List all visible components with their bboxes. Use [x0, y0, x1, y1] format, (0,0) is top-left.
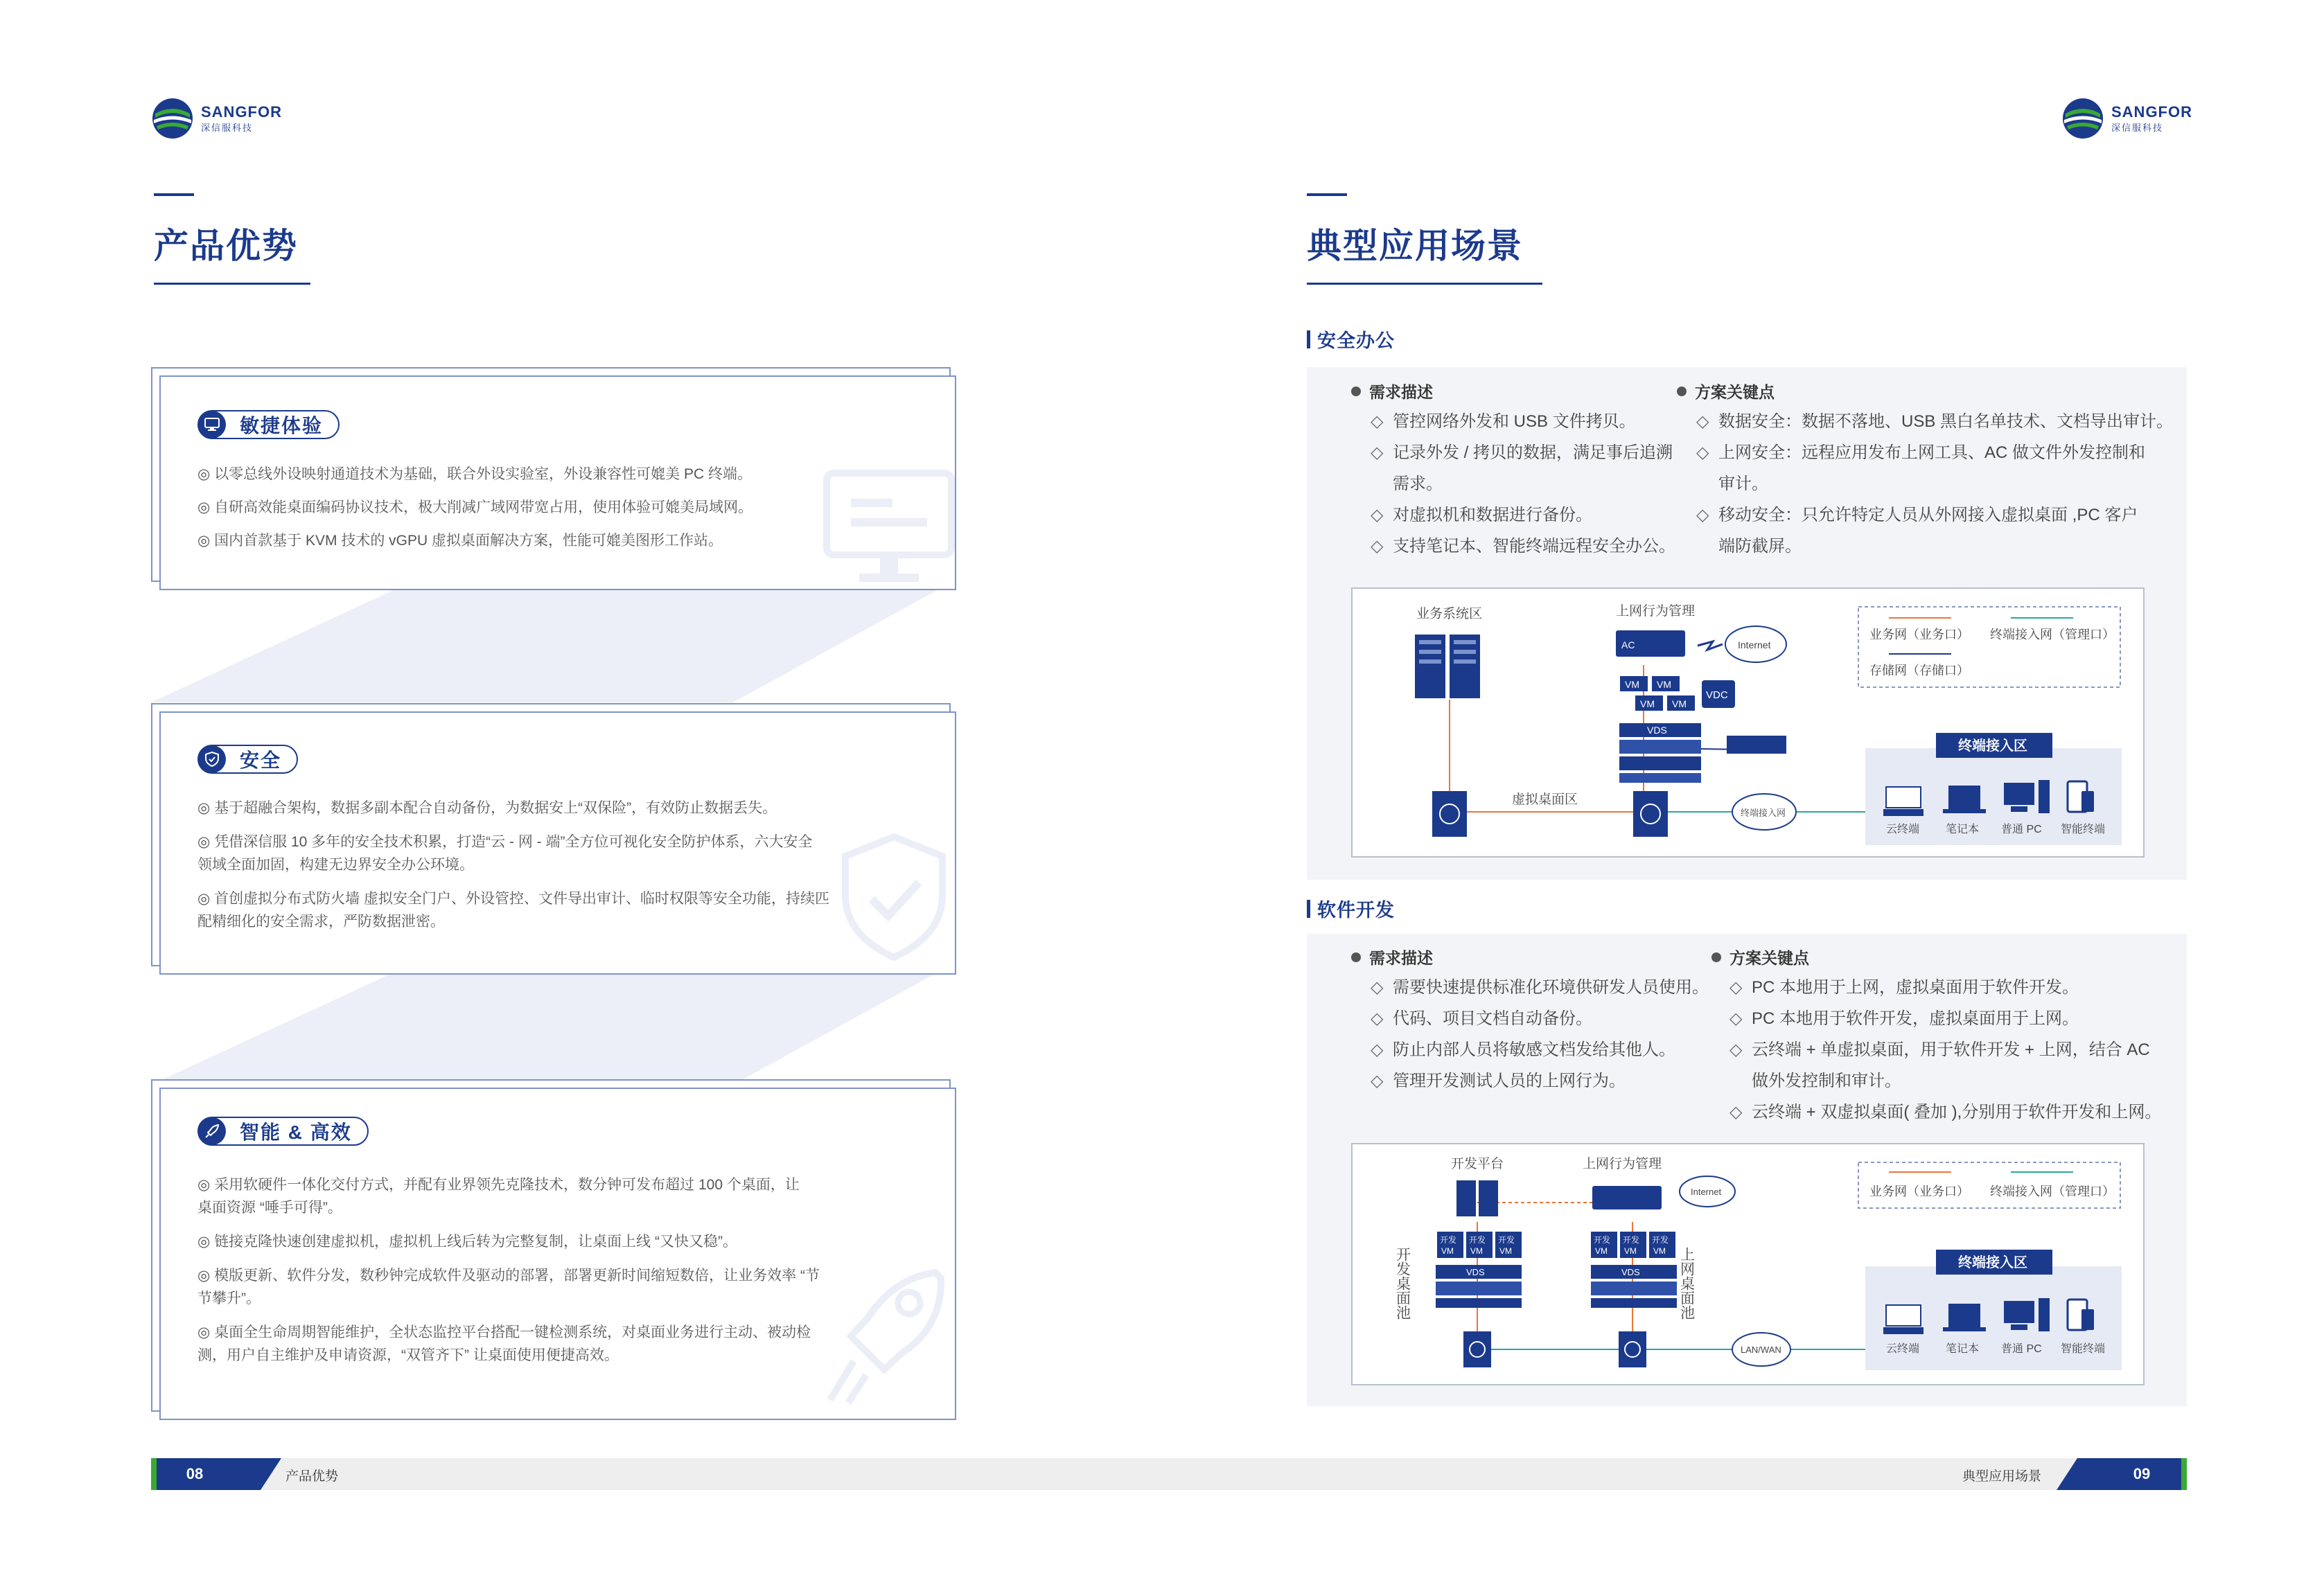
- internet-label-dev: Internet: [1691, 1187, 1722, 1197]
- diagonal-band-2: [151, 963, 955, 1088]
- need-office-2: ◇ 记录外发 / 拷贝的数据，满足事后追溯: [1371, 443, 1673, 462]
- brand-subtitle: 深信服科技: [201, 123, 254, 133]
- legend-storage: 存储网（存储口）: [1869, 664, 1969, 677]
- need-office-1: ◇ 管控网络外发和 USB 文件拷贝。: [1371, 412, 1636, 431]
- terminal-pc-label-dev: 普通 PC: [2001, 1343, 2042, 1355]
- card-label-security: 安全: [240, 750, 282, 771]
- server-rack-icon: [1456, 1180, 1498, 1216]
- switch-icon: [1463, 1331, 1491, 1367]
- terminal-cloud-label-dev: 云终端: [1886, 1343, 1920, 1355]
- sangfor-logo-icon: [2061, 97, 2104, 140]
- need-heading-dev: 需求描述: [1351, 946, 1433, 968]
- card-smart-bullet-6: ◎ 桌面全生命周期智能维护，全状态监控平台搭配一键检测系统，对桌面业务进行主动、被动检: [197, 1324, 811, 1340]
- svg-text:VDS: VDS: [1466, 1267, 1485, 1277]
- card-agile-bullet-2: ◎ 自研高效能桌面编码协议技术，极大削减广域网带宽占用，使用体验可媲美局域网。: [197, 499, 753, 515]
- legend-business-dev: 业务网（业务口）: [1869, 1185, 1969, 1198]
- terminal-smart-label: 智能终端: [2061, 824, 2106, 835]
- shield-watermark-icon: [838, 831, 949, 963]
- cloud-terminal-icon: [1883, 1305, 1924, 1334]
- rocket-icon: [198, 1117, 226, 1145]
- sangfor-logo-left: [151, 97, 282, 140]
- svg-text:VM: VM: [1625, 679, 1639, 690]
- svg-text:VM: VM: [1640, 698, 1655, 709]
- card-security-bullet-4: ◎ 首创虚拟分布式防火墙 虚拟安全门户、外设管控、文件导出审计、临时权限等安全功能，持续匹: [197, 891, 829, 907]
- card-smart-bullet-5: 节攀升”。: [197, 1291, 261, 1306]
- key-office-1: ◇ 数据安全：数据不落地、USB 黑白名单技术、文档导出审计。: [1696, 412, 2174, 431]
- svg-text:VM: VM: [1624, 1246, 1637, 1256]
- vdc-label: VDC: [1706, 689, 1728, 701]
- card-smart-bullet-4: ◎ 模版更新、软件分发，数秒钟完成软件及驱动的部署，部署更新时间缩短数倍，让业务效率 “节: [197, 1268, 820, 1284]
- title-rule-bottom-left: [154, 283, 310, 285]
- footer-green-tab-right: [2181, 1458, 2187, 1490]
- shield-icon: [198, 745, 226, 773]
- card-smart-bullet-2: 桌面资源 “唾手可得”。: [197, 1200, 342, 1216]
- svg-text:VDS: VDS: [1621, 1267, 1640, 1277]
- net-pool-label: 上网桌面池: [1678, 1247, 1695, 1320]
- footer-label-right: 典型应用场景: [1962, 1469, 2042, 1484]
- card-smart-bullet-7: 测，用户自主维护及申请资源，“双管齐下” 让桌面使用便捷高效。: [197, 1347, 619, 1363]
- svg-text:VM: VM: [1441, 1246, 1454, 1256]
- zone-behavior-label: 上网行为管理: [1616, 604, 1696, 619]
- internet-cloud-icon: [1725, 626, 1786, 662]
- card-agile-bullet-1: ◎ 以零总线外设映射通道技术为基础，联合外设实验室，外设兼容性可媲美 PC 终端。: [197, 466, 752, 482]
- key-dev-5: ◇ 云终端 + 双虚拟桌面( 叠加 ),分别用于软件开发和上网。: [1729, 1103, 2162, 1121]
- lan-wan-label: LAN/WAN: [1741, 1345, 1781, 1355]
- need-dev-2: ◇ 代码、项目文档自动备份。: [1371, 1009, 1592, 1028]
- switch-icon: [1619, 1331, 1646, 1367]
- svg-text:开发: 开发: [1652, 1235, 1669, 1245]
- dev-vm-group-left: [1437, 1232, 1522, 1258]
- label-pill-agile: [197, 410, 340, 439]
- svg-text:AC: AC: [1621, 639, 1635, 650]
- label-pill-security: [197, 745, 298, 774]
- switch-icon: [1432, 791, 1467, 837]
- topology-diagram-dev: [1351, 1143, 2145, 1385]
- footer-label-left: 产品优势: [285, 1469, 339, 1484]
- laptop-icon: [1943, 786, 1986, 813]
- terminal-smart-label-dev: 智能终端: [2061, 1343, 2106, 1355]
- need-heading-office: 需求描述: [1351, 380, 1433, 402]
- rocket-watermark-icon: [818, 1264, 949, 1410]
- laptop-icon: [1943, 1304, 1986, 1331]
- card-security-bullet-2: ◎ 凭借深信服 10 多年的安全技术积累，打造“云 - 网 - 端”全方位可视化安全防护体系，六大安全: [197, 834, 813, 850]
- page-title-left: 产品优势: [154, 227, 298, 265]
- internet-cloud-icon: [1680, 1176, 1735, 1207]
- terminal-pc-label: 普通 PC: [2001, 824, 2042, 835]
- internet-label: Internet: [1738, 639, 1771, 650]
- scenario-name-office: 安全办公: [1317, 330, 1395, 351]
- terminal-zone-label: 终端接入区: [1958, 738, 2027, 754]
- scenario-heading-office: [1307, 326, 1395, 353]
- ac-appliance-icon: [1592, 1186, 1662, 1209]
- key-office-4: ◇ 移动安全：只允许特定人员从外网接入虚拟桌面 ,PC 客户: [1696, 506, 2138, 524]
- svg-text:开发: 开发: [1594, 1235, 1611, 1245]
- card-security-bullet-5: 配精细化的安全需求，严防数据泄密。: [197, 914, 445, 930]
- terminal-cloud-label: 云终端: [1886, 824, 1920, 835]
- terminal-network-cloud-icon: [1732, 794, 1796, 830]
- terminal-laptop-label-dev: 笔记本: [1946, 1343, 1980, 1355]
- page-number-right: 09: [2133, 1465, 2151, 1482]
- legend-business: 业务网（业务口）: [1869, 628, 1969, 641]
- need-office-4: ◇ 对虚拟机和数据进行备份。: [1371, 506, 1592, 524]
- key-dev-2: ◇ PC 本地用于软件开发，虚拟桌面用于上网。: [1729, 1009, 2079, 1028]
- page-number-left: 08: [186, 1465, 204, 1482]
- sangfor-logo-icon: [151, 97, 194, 140]
- zone-behavior-label-dev: 上网行为管理: [1583, 1157, 1662, 1171]
- diagonal-band-1: [151, 580, 955, 705]
- card-security-bullet-3: 领域全面加固，构建无边界安全办公环境。: [197, 857, 474, 873]
- terminal-access-label: 终端接入网: [1741, 808, 1786, 818]
- svg-text:VM: VM: [1657, 679, 1671, 690]
- server-rack-icon: [1415, 635, 1480, 698]
- storage-appliance-icon: [1727, 736, 1786, 754]
- label-pill-smart: [197, 1117, 369, 1146]
- vds-server-stack-icon: [1619, 723, 1701, 783]
- card-agile-bullet-3: ◎ 国内首款基于 KVM 技术的 vGPU 虚拟桌面解决方案，性能可媲美图形工作站。: [197, 533, 723, 549]
- terminal-zone-label-dev: 终端接入区: [1958, 1255, 2027, 1270]
- scenario-name-dev: 软件开发: [1317, 900, 1395, 921]
- monitor-icon: [198, 411, 226, 438]
- svg-text:开发: 开发: [1498, 1235, 1515, 1245]
- cloud-terminal-icon: [1883, 787, 1924, 816]
- legend-terminal: 终端接入网（管理口）: [1990, 628, 2115, 641]
- svg-text:VM: VM: [1595, 1246, 1608, 1256]
- card-security-bullet-1: ◎ 基于超融合架构，数据多副本配合自动备份，为数据安上“双保险”，有效防止数据丢失。: [197, 800, 777, 816]
- svg-text:开发: 开发: [1440, 1235, 1457, 1245]
- key-heading-dev: 方案关键点: [1711, 946, 1809, 968]
- svg-text:开发: 开发: [1469, 1235, 1486, 1245]
- zone-vdesk-label: 虚拟桌面区: [1512, 792, 1578, 807]
- svg-text:VM: VM: [1499, 1246, 1512, 1256]
- page-title-right: 典型应用场景: [1307, 227, 1523, 265]
- key-office-5: 端防截屏。: [1718, 537, 1802, 556]
- need-dev-4: ◇ 管理开发测试人员的上网行为。: [1371, 1072, 1626, 1090]
- dev-vm-group-right: [1591, 1232, 1675, 1258]
- key-heading-office: 方案关键点: [1677, 380, 1775, 402]
- vds-server-stack-left-icon: [1436, 1265, 1522, 1308]
- switch-icon: [1633, 791, 1668, 837]
- svg-text:VM: VM: [1470, 1246, 1483, 1256]
- monitor-watermark-icon: [823, 470, 955, 587]
- card-label-smart: 智能 & 高效: [240, 1121, 352, 1143]
- need-office-5: ◇ 支持笔记本、智能终端远程安全办公。: [1371, 537, 1675, 556]
- title-rule-top-right: [1307, 193, 1347, 196]
- scenario-heading-dev: [1307, 895, 1395, 922]
- topology-diagram-office: [1351, 587, 2145, 858]
- key-office-3: 审计。: [1718, 475, 1768, 493]
- lan-wan-cloud-icon: [1732, 1333, 1790, 1366]
- card-label-agile: 敏捷体验: [240, 415, 324, 436]
- card-smart-bullet-3: ◎ 链接克隆快速创建虚拟机，虚拟机上线后转为完整复制，让桌面上线 “又快又稳”。: [197, 1234, 737, 1250]
- svg-text:VDS: VDS: [1647, 725, 1667, 736]
- svg-text:VM: VM: [1653, 1246, 1666, 1256]
- dev-platform-label: 开发平台: [1451, 1157, 1504, 1171]
- vm-group: [1620, 676, 1695, 711]
- svg-text:VM: VM: [1672, 698, 1687, 709]
- zone-business-label: 业务系统区: [1416, 607, 1483, 621]
- need-office-3: 需求。: [1393, 475, 1443, 493]
- terminal-laptop-label: 笔记本: [1946, 824, 1980, 835]
- sangfor-logo-right: [2061, 97, 2192, 140]
- key-office-2: ◇ 上网安全：远程应用发布上网工具、AC 做文件外发控制和: [1696, 443, 2146, 462]
- card-smart-bullet-1: ◎ 采用软硬件一体化交付方式，并配有业界领先克隆技术，数分钟可发布超过 100 个桌面，让: [197, 1177, 800, 1193]
- title-rule-top-left: [154, 193, 194, 196]
- legend-terminal-dev: 终端接入网（管理口）: [1990, 1185, 2115, 1198]
- dev-pool-label: 开发桌面池: [1394, 1247, 1411, 1320]
- need-dev-1: ◇ 需要快速提供标准化环境供研发人员使用。: [1371, 978, 1709, 997]
- footer-green-tab-left: [151, 1458, 157, 1490]
- brand-subtitle: 深信服科技: [2111, 123, 2164, 133]
- brand-name: SANGFOR: [2111, 103, 2192, 121]
- svg-text:开发: 开发: [1623, 1235, 1640, 1245]
- key-dev-3: ◇ 云终端 + 单虚拟桌面，用于软件开发 + 上网，结合 AC: [1729, 1040, 2150, 1059]
- key-dev-4: 做外发控制和审计。: [1752, 1072, 1901, 1090]
- vds-server-stack-right-icon: [1591, 1265, 1677, 1308]
- need-dev-3: ◇ 防止内部人员将敏感文档发给其他人。: [1371, 1040, 1675, 1059]
- brand-name: SANGFOR: [201, 103, 282, 121]
- title-rule-bottom-right: [1307, 283, 1542, 285]
- footer-band: [151, 1458, 2187, 1490]
- key-dev-1: ◇ PC 本地用于上网，虚拟桌面用于软件开发。: [1729, 978, 2079, 997]
